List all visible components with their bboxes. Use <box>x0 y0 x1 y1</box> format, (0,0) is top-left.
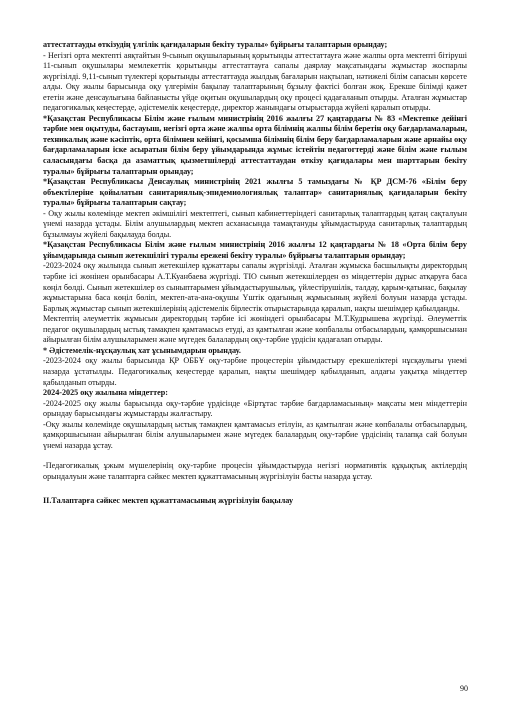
paragraph: -Оқу жылы көлемінде оқушылардың ыстық тамақпен қамтамасыз етілуін, аз қамтылған және көпбалалы отбасылардың, қамқоршысынан айырылған білім алушыларымен және мүгедек балалардың оқу-тәрбие үрдісінің талапқа сай болуын үнемі назарда ұстау. <box>43 419 467 450</box>
paragraph: 2024-2025 оқу жылына міндеттер: <box>43 388 168 398</box>
paragraph: - Оқу жылы көлемінде мектеп әкімшілігі мектептегі, сынып кабинеттеріндегі санитарлық талаптардың қатаң сақталуын үнемі назарда ұстады. Білім алушылардың мектеп асханасында тамақтануды ұйымдастыруда санитарлық талаптардың бұзылмауы жүйелі бақылауда болды. <box>43 208 467 239</box>
paragraph: Мектептің әлеуметтік жұмысын директордың тәрбие ісі жөніндегі орынбасары М.Т.Кудрышева жүргізді. Әлеуметтік педагог оқушылардың ыстық тамақпен қамтамасыз етуді, аз қамтылған және көпбалалы отбасылардың, қамқоршысынан айырылған білім алушыларымен және мүгедек балалардың оқу-тәрбие үрдісін қадағалап отырды. <box>43 314 467 345</box>
page-number: 90 <box>460 684 468 693</box>
paragraph: -2023-2024 оқу жылы барысында ҚР ОББҰ оқу-тәрбие процестерін ұйымдастыру ерекшеліктері нұсқаулығы үнемі назарда ұстатылды. Педагогикалық кеңестерде қаралып, нақты шешімдер қабылданып, алдағы уақытқа міндеттер қабылданып отырды. <box>43 356 467 387</box>
section-heading: II.Талаптарға сәйкес мектеп құжаттамасының жүргізілуін бақылау <box>43 496 294 506</box>
paragraph: - Негізгі орта мектепті аяқтайтын 9-сынып оқушыларының қорытынды аттестаттауға және жалпы орта мектепті бітіруші 11-сынып оқушылары мемлекеттік қорытынды аттестаттауға сапалы даярлау мақсатындағы жұмыстар жоспарлы жүргізілді. 9,11-сынып түлектері қорытынды аттестаттауда жылдық бағаларын нақтылап, нәтижелі білім сапасын көрсете алды. Оқу жылы барысында оқу үлгерімін бақылау талаптарының бұзылу фактісі болған жоқ. Ерекше білімді қажет ететін және денсаулығына байланысты үйде оқитын оқушылардың оқу процесі қадағаланып отырды. Аталған жұмыстар педагогикалық кеңестерде, әдістемелік кеңестерде, директор жанындағы отырыстарда жүйелі қаралып отырды. <box>43 50 467 113</box>
paragraph: *Қазақстан Республикасы Білім және ғылым министрінің 2016 жылғы 27 қаңтардағы № 83 «Мектепке дейінгі тәрбие мен оқытуды, бастауыш, негізгі орта және жалпы орта білімнің жалпы білім беретін оқу бағдарламаларын, техникалық және кәсіптік, орта білімнен кейінгі, қосымша білімнің білім беру бағдарламаларын және арнайы оқу бағдарламаларын іске асыратын білім беру ұйымдарында жұмыс істейтін педагогтерді және білім және ғылым саласындағы басқа да азаматтық қызметшілерді аттестаттаудан өткізу қағидалары мен шарттарын бекіту туралы» бұйрығы талаптарын орындау; <box>43 113 467 176</box>
spacer <box>43 451 467 461</box>
paragraph: *Қазақстан Республикасы Денсаулық министрінің 2021 жылғы 5 тамыздағы № ҚР ДСМ-76 «Білім беру объектілеріне қойылатын санитариялық-эпидемиологиялық талаптар» санитариялық қағидаларын бекіту туралы» бұйрығы талаптарын сақтау; <box>43 177 467 208</box>
paragraph: *Қазақстан Республикасы Білім және ғылым министрінің 2016 жылғы 12 қаңтардағы № 18 «Орта білім беру ұйымдарында сынып жетекшілігі туралы ережені бекіту туралы» бұйрығы талаптарын орындау; <box>43 240 467 260</box>
paragraph: аттестаттауды өткізудің үлгілік қағидаларын бекіту туралы» бұйрығы талаптарын орындау; <box>43 40 388 49</box>
paragraph: -Педагогикалық ұжым мүшелерінің оқу-тәрбие процесін ұйымдастыруда негізгі нормативтік құқықтық актілердің орындалуын және талаптарға сәйкес мектеп құжаттамасының жүргізілуін басты назарда ұстау. <box>43 461 467 481</box>
paragraph: -2023-2024 оқу жылында сынып жетекшілер құжаттары сапалы жүргізілді. Аталған жұмыска басшылықты директордың тәрбие ісі жөнінен орынбасары А.Т.Куанбаева жүргізді. ТІО сынып жетекшілерден өз міндеттерін дұрыс атқаруға баса көңіл бөлді. Сынып жетекшілер өз сыныптарымен ұйымдастырушылық, үйлестірушілік, талдау, қарым-қатынас, бақылау жұмыстарына баса көңіл бөліп, мектеп-ата-ана-оқушы Үштік одағының жұмысының жүйелі болуын назарда ұстады. Барлық жұмыстар сынып жетекшілерінің әдістемелік бірлестік отырыстарында қаралып, нақты шешімдер қабылданды. <box>43 261 467 313</box>
paragraph: * Әдістемелік-нұсқаулық хат ұсынымдарын орындау. <box>43 345 241 355</box>
paragraph: -2024-2025 оқу жылы барысында оқу-тәрбие үрдісінде «Біртұтас тәрбие бағдарламасының» мақсаты мен міндеттерін орындау барысындағы жұмыстарды жалғастыру. <box>43 398 467 419</box>
